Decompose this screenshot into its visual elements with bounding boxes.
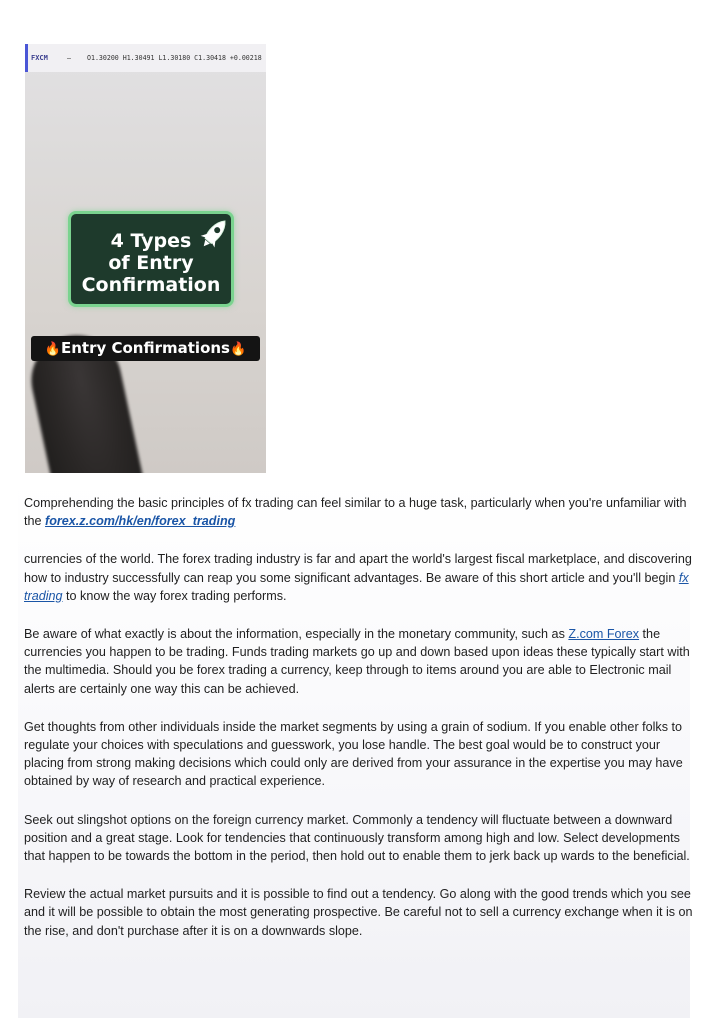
fire-icon: 🔥 <box>44 342 61 357</box>
forex-trading-link[interactable]: forex.z.com/hk/en/forex_trading <box>45 514 236 529</box>
paragraph-2-text-b: to know the way forex trading performs. <box>62 588 287 603</box>
hero-image <box>25 44 266 473</box>
zcom-forex-link[interactable]: Z.com Forex <box>568 627 640 642</box>
fire-icon: 🔥 <box>229 342 247 357</box>
banner-label: Entry Confirmations <box>61 339 230 357</box>
paragraph-6: Review the actual market pursuits and it is possible to find out a tendency. Go along with the good trends which you see and it will be possible to obtain the most generating prospective. Be careful not to sell a currency exchange when it is on the rise, and don't purchase after it is on a downwards slope. <box>24 887 693 938</box>
fx-trading-link[interactable]: fx trading <box>24 570 689 603</box>
paragraph-3 <box>24 625 696 698</box>
article-body <box>24 494 696 960</box>
paragraph-2-text-a: currencies of the world. The forex trading industry is far and apart the world's largest fiscal marketplace, and discovering how to industry successfully can reap you some significant advantages. Be aware of this short article and you'll begin <box>24 552 692 585</box>
paragraph-5: Seek out slingshot options on the foreign currency market. Commonly a tendency will fluctuate between a downward position and a great stage. Look for tendencies that continuously transform among high and low. Select developments that happen to be towards the bottom in the period, then hold out to enable them to jerk back up wards to the beneficial. <box>24 812 690 864</box>
ticker-values: O1.30200 H1.30491 L1.30180 C1.30418 +0.00218 <box>87 54 262 62</box>
paragraph-2 <box>24 550 696 605</box>
ticker-dash: — <box>67 54 71 62</box>
paragraph-1 <box>24 494 696 530</box>
paragraph-4: Get thoughts from other individuals inside the market segments by using a grain of sodium. If you enable other folks to regulate your choices with speculations and guesswork, you lose handle. The best goal would be to construct your placing from strong making decisions which could only are derived from your assurance in the expertise you may have obtained by way of research and practical experience. <box>24 719 683 789</box>
ticker-indicator <box>25 44 28 72</box>
paragraph-3-text-b: the currencies you happen to be trading. Funds trading markets go up and down based upon ideas these typically start with the multimedia. Should you be forex trading a currency, keep through to items around you are able to Electronic mail alerts are certainly one way this can be achieved. <box>24 627 690 696</box>
title-line-1: 4 Types <box>110 230 192 252</box>
title-line-3: Confirmation <box>81 274 221 296</box>
title-line-2: of Entry <box>108 252 194 274</box>
entry-confirmations-banner <box>31 336 260 361</box>
ticker-symbol: FXCM <box>31 54 48 62</box>
rocket-icon <box>194 214 234 254</box>
price-ticker <box>25 44 266 72</box>
paragraph-1-text: Comprehending the basic principles of fx trading can feel similar to a huge task, particularly when you're unfamiliar with the <box>24 496 687 529</box>
paragraph-3-text-a: Be aware of what exactly is about the information, especially in the monetary community, such as <box>24 627 569 642</box>
